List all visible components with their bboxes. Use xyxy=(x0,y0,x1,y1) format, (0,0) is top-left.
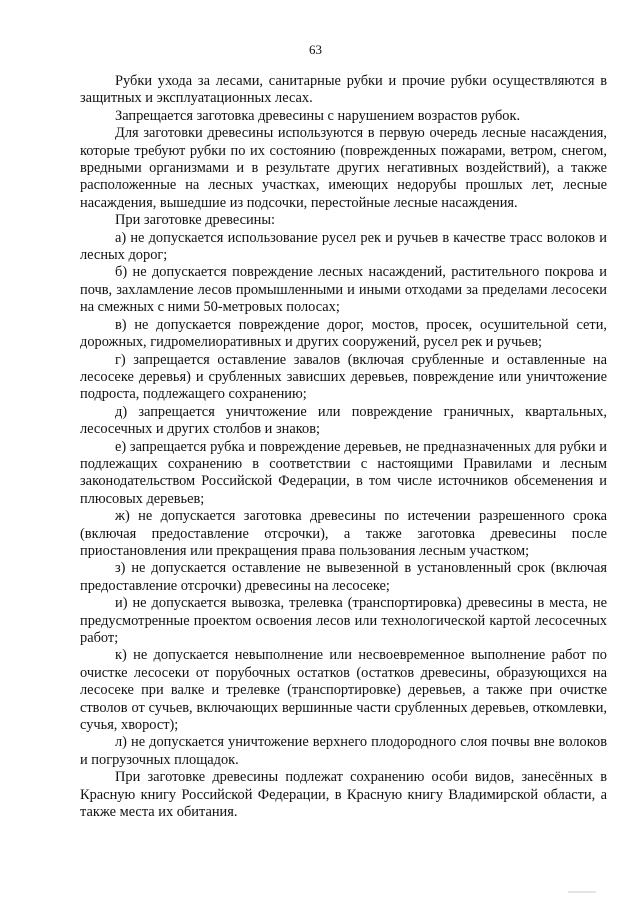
list-item-b: б) не допускается повреждение лесных насаждений, растительного покрова и почв, захламление лесов промышленными и иными отходами за пределами лесосеки на смежных с ними 50-метровых полосах; xyxy=(80,264,607,316)
paragraph-age-restriction: Запрещается заготовка древесины с нарушением возрастов рубок. xyxy=(115,107,521,124)
scan-mark xyxy=(568,891,596,893)
page-number: 63 xyxy=(309,42,322,57)
paragraph-priority-stands: Для заготовки древесины используются в первую очередь лесные насаждения, которые требуют рубки по их состоянию (поврежденных пожарами, ветром, снегом, вредными организмами и в результате других негативных воздействий), а также расположенные на лесных участках, имеющих недорубы прошлых лет, лесные насаждения, вышедшие из подсочки, перестойные лесные насаждения. xyxy=(80,125,607,211)
paragraph-thinning-cuts: Рубки ухода за лесами, санитарные рубки и прочие рубки осуществляются в защитных и эксплуатационных лесах. xyxy=(80,73,607,107)
paragraph-red-book: При заготовке древесины подлежат сохранению особи видов, занесённых в Красную книгу Российской Федерации, в Красную книгу Владимирской области, а также места их обитания. xyxy=(80,769,607,821)
list-item-i: и) не допускается вывозка, трелевка (транспортировка) древесины в места, не предусмотренные проектом освоения лесов или технологической картой лесосечных работ; xyxy=(80,595,607,646)
list-item-z: з) не допускается оставление не вывезенной в установленный срок (включая предоставление отсрочки) древесины на лесосеке; xyxy=(80,560,607,594)
document-body xyxy=(80,73,607,821)
list-item-v: в) не допускается повреждение дорог, мостов, просек, осушительной сети, дорожных, гидромелиоративных и других сооружений, русел рек и ручьев; xyxy=(80,316,607,351)
list-item-d: д) запрещается уничтожение или повреждение граничных, квартальных, лесосечных и других столбов и знаков; xyxy=(80,403,607,438)
list-item-a: а) не допускается использование русел рек и ручьев в качестве трасс волоков и лесных дорог; xyxy=(80,229,607,264)
paragraph-harvest-intro: При заготовке древесины: xyxy=(115,212,276,229)
list-item-k: к) не допускается невыполнение или несвоевременное выполнение работ по очистке лесосеки от порубочных остатков (остатков древесины, образующихся на лесосеке при валке и трелевке (транспортировке) деревьев, а также при очистке стволов от сучьев, включающих вершинные части срубленных деревьев, откомлевки, сучья, хворост); xyxy=(80,647,607,734)
list-item-l: л) не допускается уничтожение верхнего плодородного слоя почвы вне волоков и погрузочных площадок. xyxy=(80,734,607,768)
list-item-zh: ж) не допускается заготовка древесины по истечении разрешенного срока (включая предоставление отсрочки), а также заготовка древесины после приостановления или прекращения права пользования лесным участком; xyxy=(80,508,607,559)
list-item-g: г) запрещается оставление завалов (включая срубленные и оставленные на лесосеке деревья) и срубленных зависших деревьев, повреждение или уничтожение подроста, подлежащего сохранению; xyxy=(80,351,607,403)
list-item-e: е) запрещается рубка и повреждение деревьев, не предназначенных для рубки и подлежащих сохранению в соответствии с настоящими Правилами и лесным законодательством Российской Федерации, в том числе источников обсеменения и плюсовых деревьев; xyxy=(80,438,607,507)
